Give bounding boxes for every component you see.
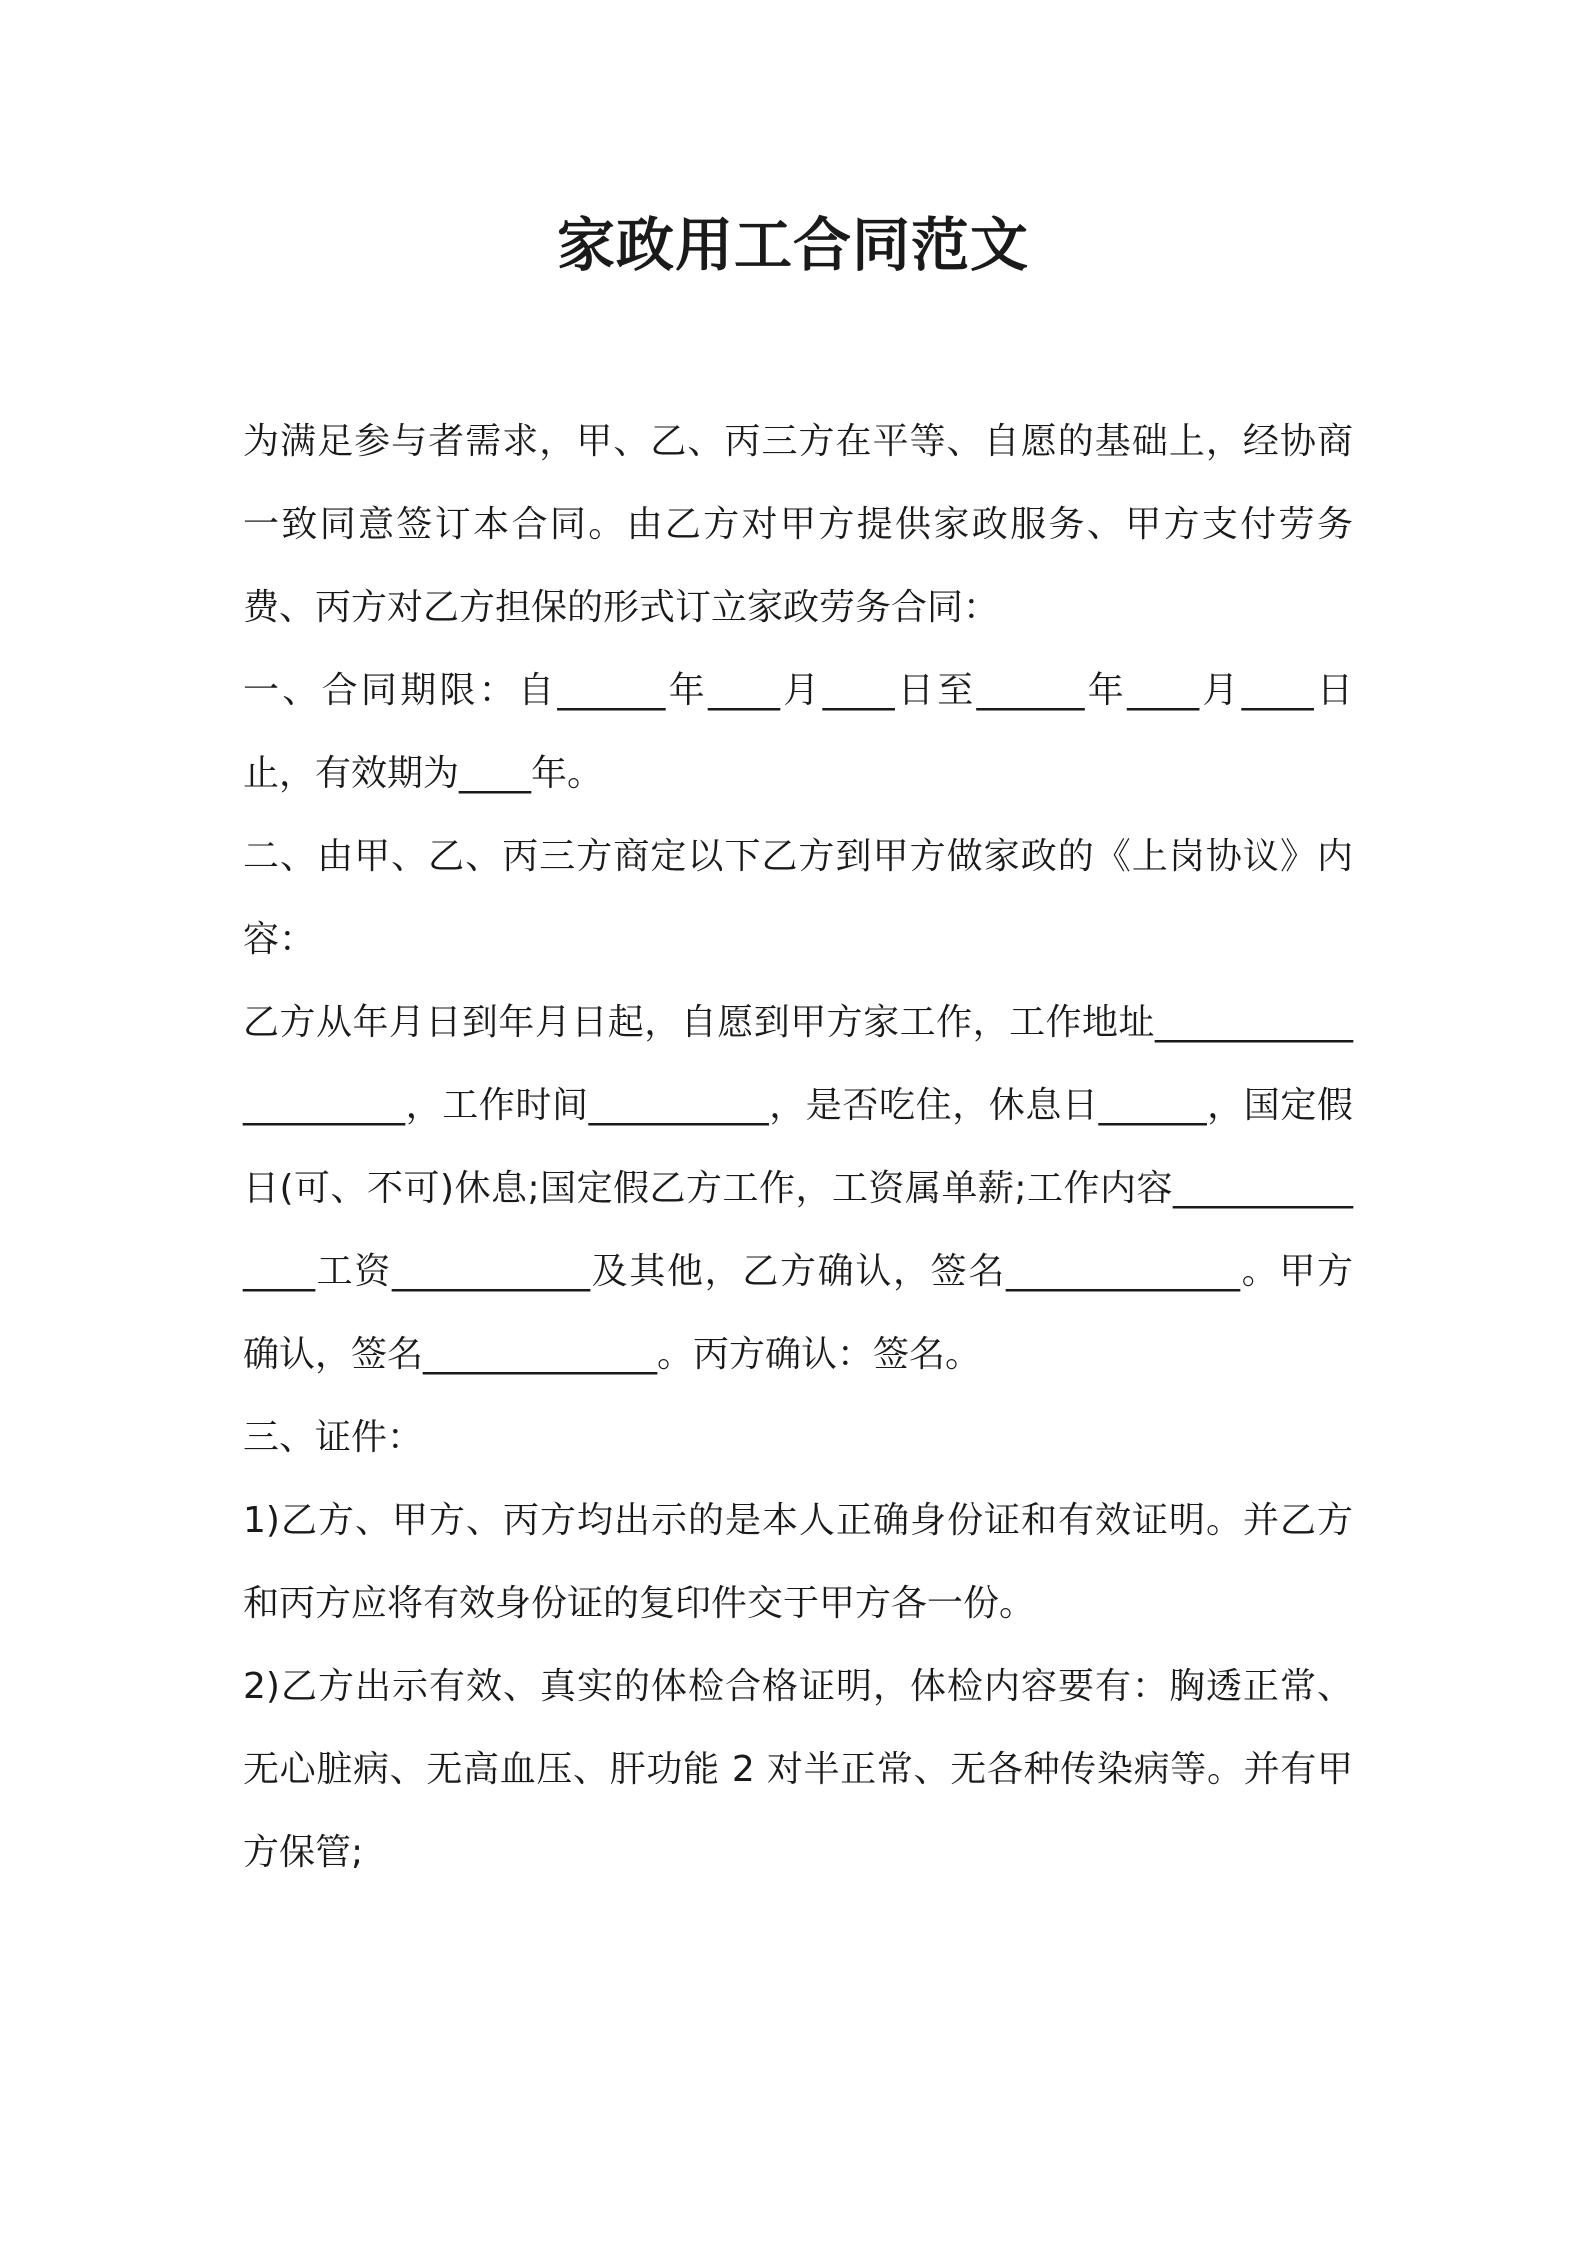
clause-agreement: 二、由甲、乙、丙三方商定以下乙方到甲方做家政的《上岗协议》内容： xyxy=(243,836,1353,960)
clause-agreement-content: 乙方从年月日到年月日起，自愿到甲方家工作，工作地址____________________，工作时间__________，是否吃住，休息日______，国定假日(可、不可)休息;国定假乙方工作，工资属单薪;工作内容______________工资___________及其他，乙方确认，签名_____________。甲方确认，签名_____________。丙方确认：签名。 xyxy=(243,1002,1353,1375)
clause-documents-heading: 三、证件： xyxy=(243,1417,424,1458)
clause-term: 一、合同期限：自______年____月____日至______年____月____日止，有效期为____年。 xyxy=(243,670,1353,794)
document-title: 家政用工合同范文 xyxy=(556,211,1029,279)
documents-item-1: 1)乙方、甲方、丙方均出示的是本人正确身份证和有效证明。并乙方和丙方应将有效身份证的复印件交于甲方各一份。 xyxy=(243,1500,1353,1624)
documents-item-2: 2)乙方出示有效、真实的体检合格证明，体检内容要有：胸透正常、无心脏病、无高血压、肝功能 2 对半正常、无各种传染病等。并有甲方保管; xyxy=(243,1666,1353,1873)
document-body xyxy=(243,400,1353,1894)
intro-paragraph: 为满足参与者需求，甲、乙、丙三方在平等、自愿的基础上，经协商一致同意签订本合同。由乙方对甲方提供家政服务、甲方支付劳务费、丙方对乙方担保的形式订立家政劳务合同： xyxy=(243,421,1353,628)
